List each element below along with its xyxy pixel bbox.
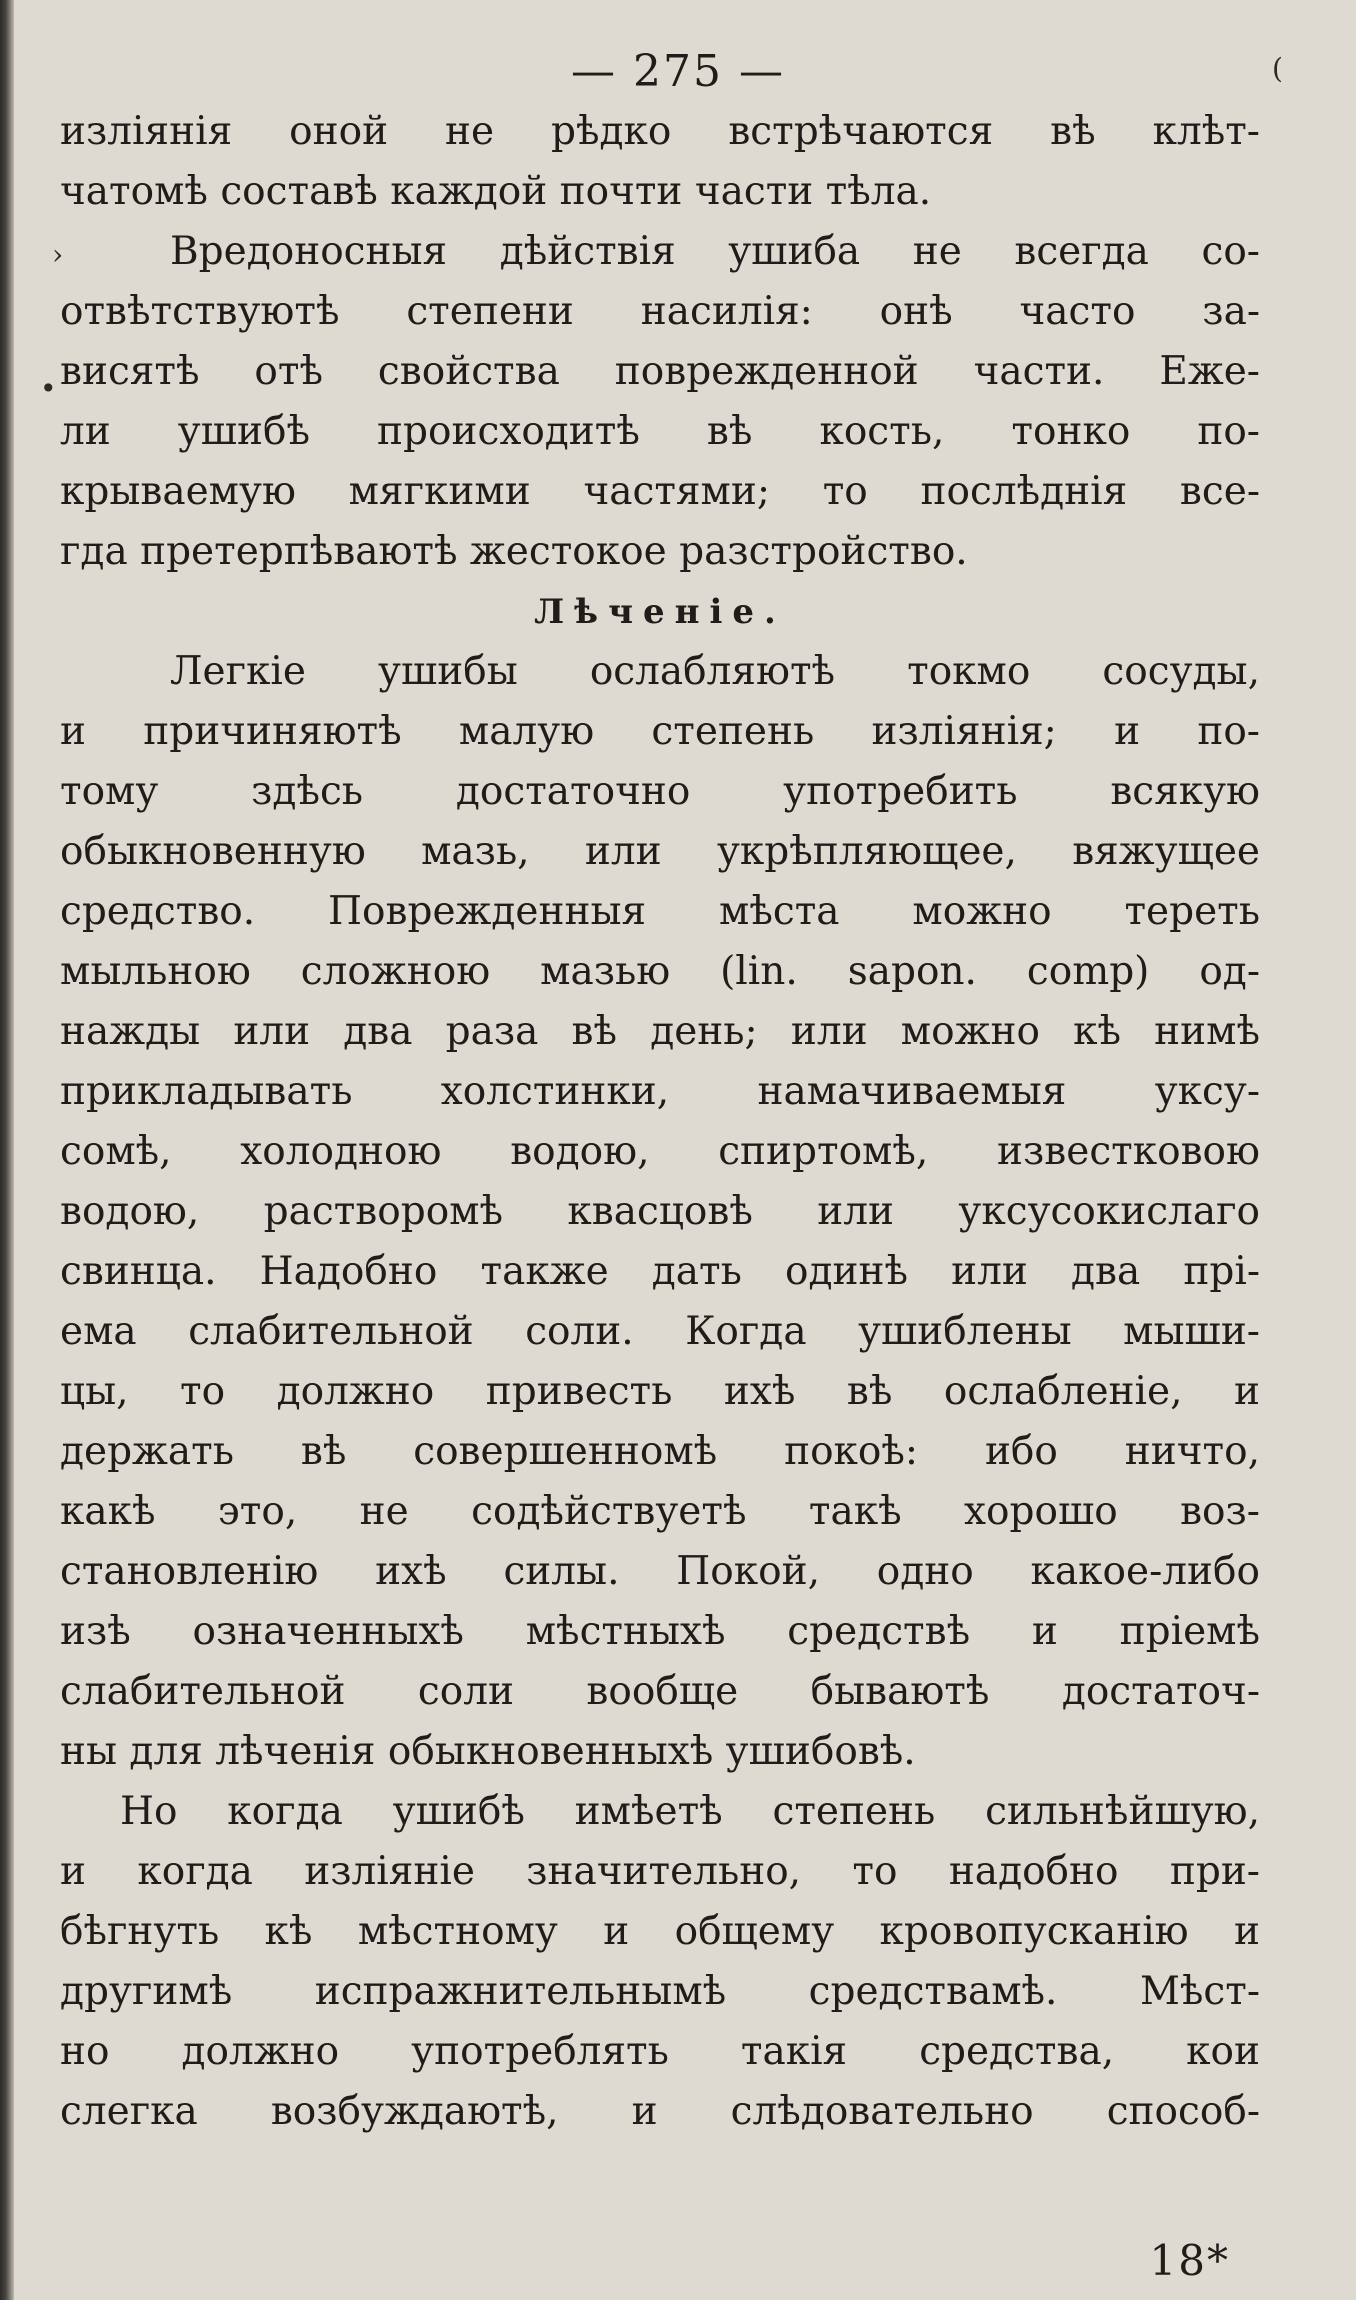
text-line-34: слегка возбуждаютѣ, и слѣдовательно способ- xyxy=(60,2089,1260,2134)
page-number-header: — 275 — xyxy=(571,46,785,97)
text-line-1: изліянія оной не рѣдко встрѣчаются вѣ клѣт- xyxy=(60,109,1260,154)
text-line-18: сомѣ, холодною водою, спиртомѣ, известковою xyxy=(60,1129,1260,1174)
text-line-8: гда претерпѣваютѣ жестокое разстройство. xyxy=(60,529,968,574)
text-line-28: ны для лѣченія обыкновенныхѣ ушибовѣ. xyxy=(60,1729,916,1774)
text-line-15: мыльною сложною мазью (lin. sapon. comp) од- xyxy=(60,949,1260,994)
text-line-30: и когда изліяніе значительно, то надобно при- xyxy=(60,1849,1260,1894)
text-line-33: но должно употреблять такія средства, кои xyxy=(60,2029,1260,2074)
text-line-25: становленію ихѣ силы. Покой, одно какое-либо xyxy=(60,1549,1260,1594)
text-line-23: держать вѣ совершенномѣ покоѣ: ибо ничто, xyxy=(60,1429,1260,1474)
text-line-12: тому здѣсь достаточно употребить всякую xyxy=(60,769,1260,814)
text-line-21: ема слабительной соли. Когда ушиблены мыши- xyxy=(60,1309,1260,1354)
signature-mark: 18* xyxy=(1149,2236,1230,2285)
text-line-7: крываемую мягкими частями; то послѣднія все- xyxy=(60,469,1260,514)
text-line-2: чатомѣ составѣ каждой почти части тѣла. xyxy=(60,169,932,214)
text-line-16: нажды или два раза вѣ день; или можно кѣ нимѣ xyxy=(60,1009,1260,1054)
text-line-11: и причиняютѣ малую степень изліянія; и по- xyxy=(60,709,1260,754)
binding-edge xyxy=(0,0,14,2300)
text-line-31: бѣгнуть кѣ мѣстному и общему кровопусканію и xyxy=(60,1909,1260,1954)
text-body xyxy=(60,102,1260,2142)
text-line-26: изѣ означенныхѣ мѣстныхѣ средствѣ и пріемѣ xyxy=(60,1609,1260,1654)
section-heading: Лѣченіе. xyxy=(534,592,786,632)
text-line-20: свинца. Надобно также дать одинѣ или два прі- xyxy=(60,1249,1260,1294)
text-line-5: висятѣ отѣ свойства поврежденной части. Еже- xyxy=(60,349,1260,394)
text-line-6: ли ушибѣ происходитѣ вѣ кость, тонко по- xyxy=(60,409,1260,454)
text-line-24: какѣ это, не содѣйствуетѣ такѣ хорошо воз- xyxy=(60,1489,1260,1534)
text-line-3: Вредоносныя дѣйствія ушиба не всегда со- xyxy=(170,229,1260,274)
text-line-22: цы, то должно привесть ихѣ вѣ ослабленіе, и xyxy=(60,1369,1260,1414)
text-line-13: обыкновенную мазь, или укрѣпляющее, вяжущее xyxy=(60,829,1260,874)
margin-mark-1: › xyxy=(52,238,64,271)
text-line-29: Но когда ушибѣ имѣетѣ степень сильнѣйшую, xyxy=(120,1789,1260,1834)
text-line-10: Легкіе ушибы ослабляютѣ токмо сосуды, xyxy=(170,649,1260,694)
text-line-17: прикладывать холстинки, намачиваемыя уксу- xyxy=(60,1069,1260,1114)
text-line-27: слабительной соли вообще бываютѣ достаточ- xyxy=(60,1669,1260,1714)
text-line-4: отвѣтствуютѣ степени насилія: онѣ часто за- xyxy=(60,289,1260,334)
margin-mark-2: • xyxy=(40,372,57,405)
text-line-14: средство. Поврежденныя мѣста можно тереть xyxy=(60,889,1260,934)
text-line-19: водою, растворомѣ квасцовѣ или уксусокислаго xyxy=(60,1189,1260,1234)
text-line-32: другимѣ испражнительнымѣ средствамѣ. Мѣст- xyxy=(60,1969,1260,2014)
corner-mark: ( xyxy=(1272,52,1283,85)
